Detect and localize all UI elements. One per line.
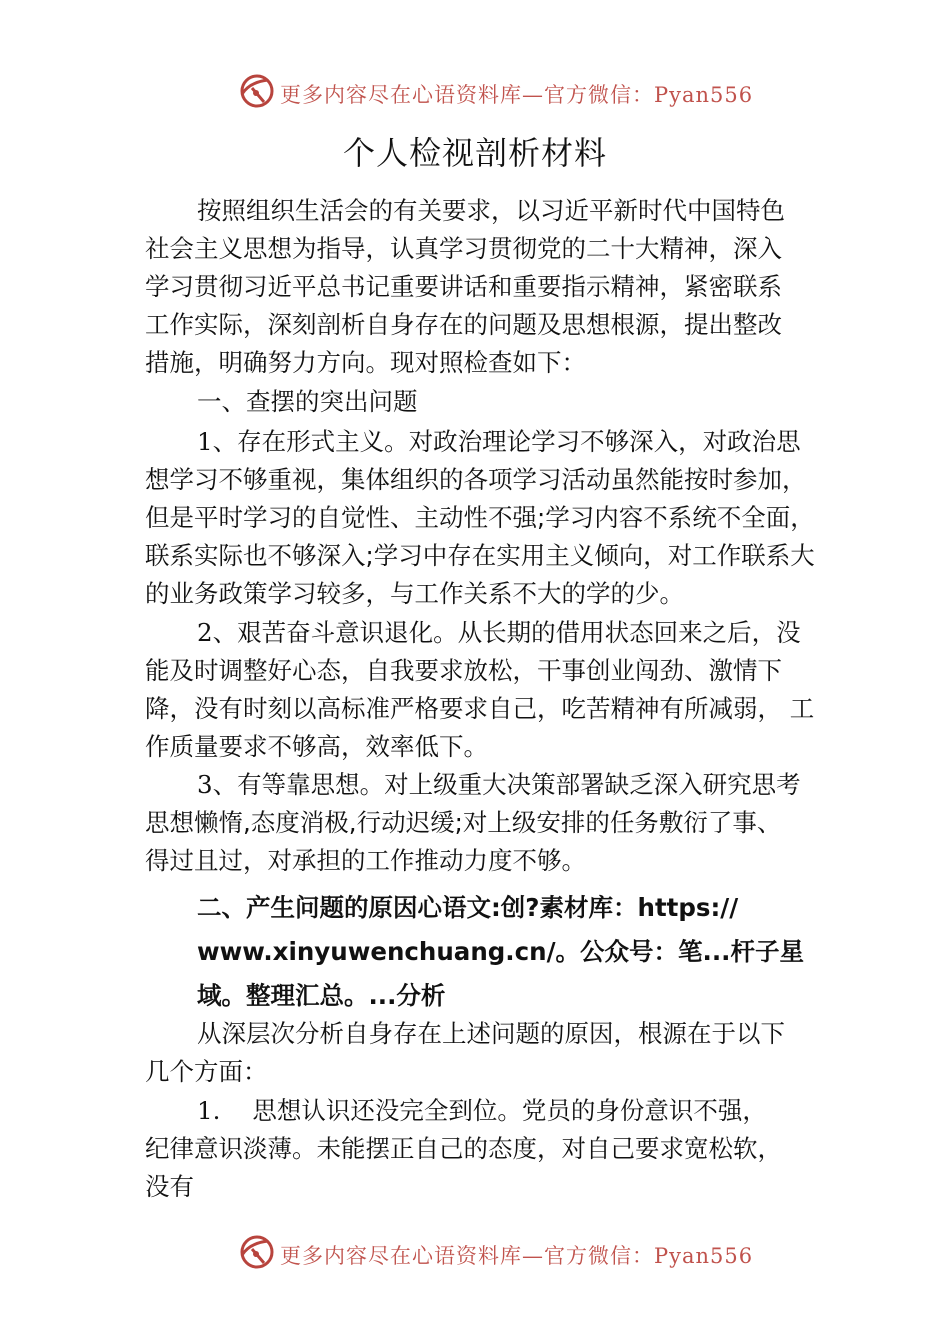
stamp-logo-icon	[238, 72, 276, 110]
section-heading-2: 二、产生问题的原因心语文:创?素材库：https://	[197, 893, 739, 922]
document-title: 个人检视剖析材料	[342, 134, 607, 172]
body-line	[197, 618, 801, 647]
section-heading-2: 域。整理汇总。...分析	[197, 981, 446, 1010]
body-line: 得过且过，对承担的工作推动力度不够。	[145, 846, 586, 875]
body-line: 社会主义思想为指导，认真学习贯彻党的二十大精神，深入	[145, 234, 782, 263]
item-heading: 思想认识还没完全到位。	[252, 1096, 522, 1125]
body-line	[197, 1096, 767, 1125]
body-line: 按照组织生活会的有关要求，以习近平新时代中国特色	[197, 196, 785, 225]
item-heading: 1、存在形式主义。	[197, 427, 409, 456]
body-line: 措施，明确努力方向。现对照检查如下：	[145, 348, 586, 377]
section-heading-1: 一、查摆的突出问题	[197, 387, 418, 416]
body-line: 工作实际，深刻剖析自身存在的问题及思想根源，提出整改	[145, 310, 782, 339]
body-line: 从深层次分析自身存在上述问题的原因，根源在于以下	[197, 1019, 785, 1048]
item-text: 对上级重大决策部署缺乏深入研究思考	[384, 770, 801, 799]
item-heading: 2、艰苦奋斗意识退化。	[197, 618, 458, 647]
item-number: 1.	[197, 1096, 221, 1125]
body-line: 能及时调整好心态，自我要求放松，干事创业闯劲、激情下	[145, 656, 782, 685]
body-line: 想学习不够重视，集体组织的各项学习活动虽然能按时参加，	[145, 465, 807, 494]
footer-banner-text: 更多内容尽在心语资料库—官方微信：Pyan556	[280, 1244, 754, 1268]
section-heading-2: www.xinyuwenchuang.cn/。公众号：笔...杆子星	[197, 937, 804, 966]
body-line: 思想懒惰,态度消极,行动迟缓;对上级安排的任务敷衍了事、	[145, 808, 782, 837]
item-text: 党员的身份意识不强，	[521, 1096, 767, 1125]
body-line: 没有	[145, 1172, 194, 1201]
body-line: 联系实际也不够深入;学习中存在实用主义倾向，对工作联系大	[145, 541, 815, 570]
body-line: 作质量要求不够高，效率低下。	[145, 732, 488, 761]
item-text: 对政治理论学习不够深入，对政治思	[408, 427, 801, 456]
item-heading: 3、有等靠思想。	[197, 770, 385, 799]
stamp-logo-icon	[238, 1233, 276, 1271]
body-line: 纪律意识淡薄。未能摆正自己的态度，对自己要求宽松软，	[145, 1134, 782, 1163]
body-line: 但是平时学习的自觉性、主动性不强;学习内容不系统不全面，	[145, 503, 815, 532]
header-banner-text: 更多内容尽在心语资料库—官方微信：Pyan556	[280, 83, 754, 107]
body-line	[197, 427, 801, 456]
body-line: 几个方面：	[145, 1057, 268, 1086]
body-line: 的业务政策学习较多，与工作关系不大的学的少。	[145, 579, 684, 608]
item-text: 从长期的借用状态回来之后，没	[457, 618, 801, 647]
header-banner	[0, 72, 950, 112]
body-line: 降，没有时刻以高标准严格要求自己，吃苦精神有所减弱， 工	[145, 694, 815, 723]
body-line: 学习贯彻习近平总书记重要讲话和重要指示精神，紧密联系	[145, 272, 782, 301]
body-line	[197, 770, 801, 799]
footer-banner	[0, 1233, 950, 1273]
